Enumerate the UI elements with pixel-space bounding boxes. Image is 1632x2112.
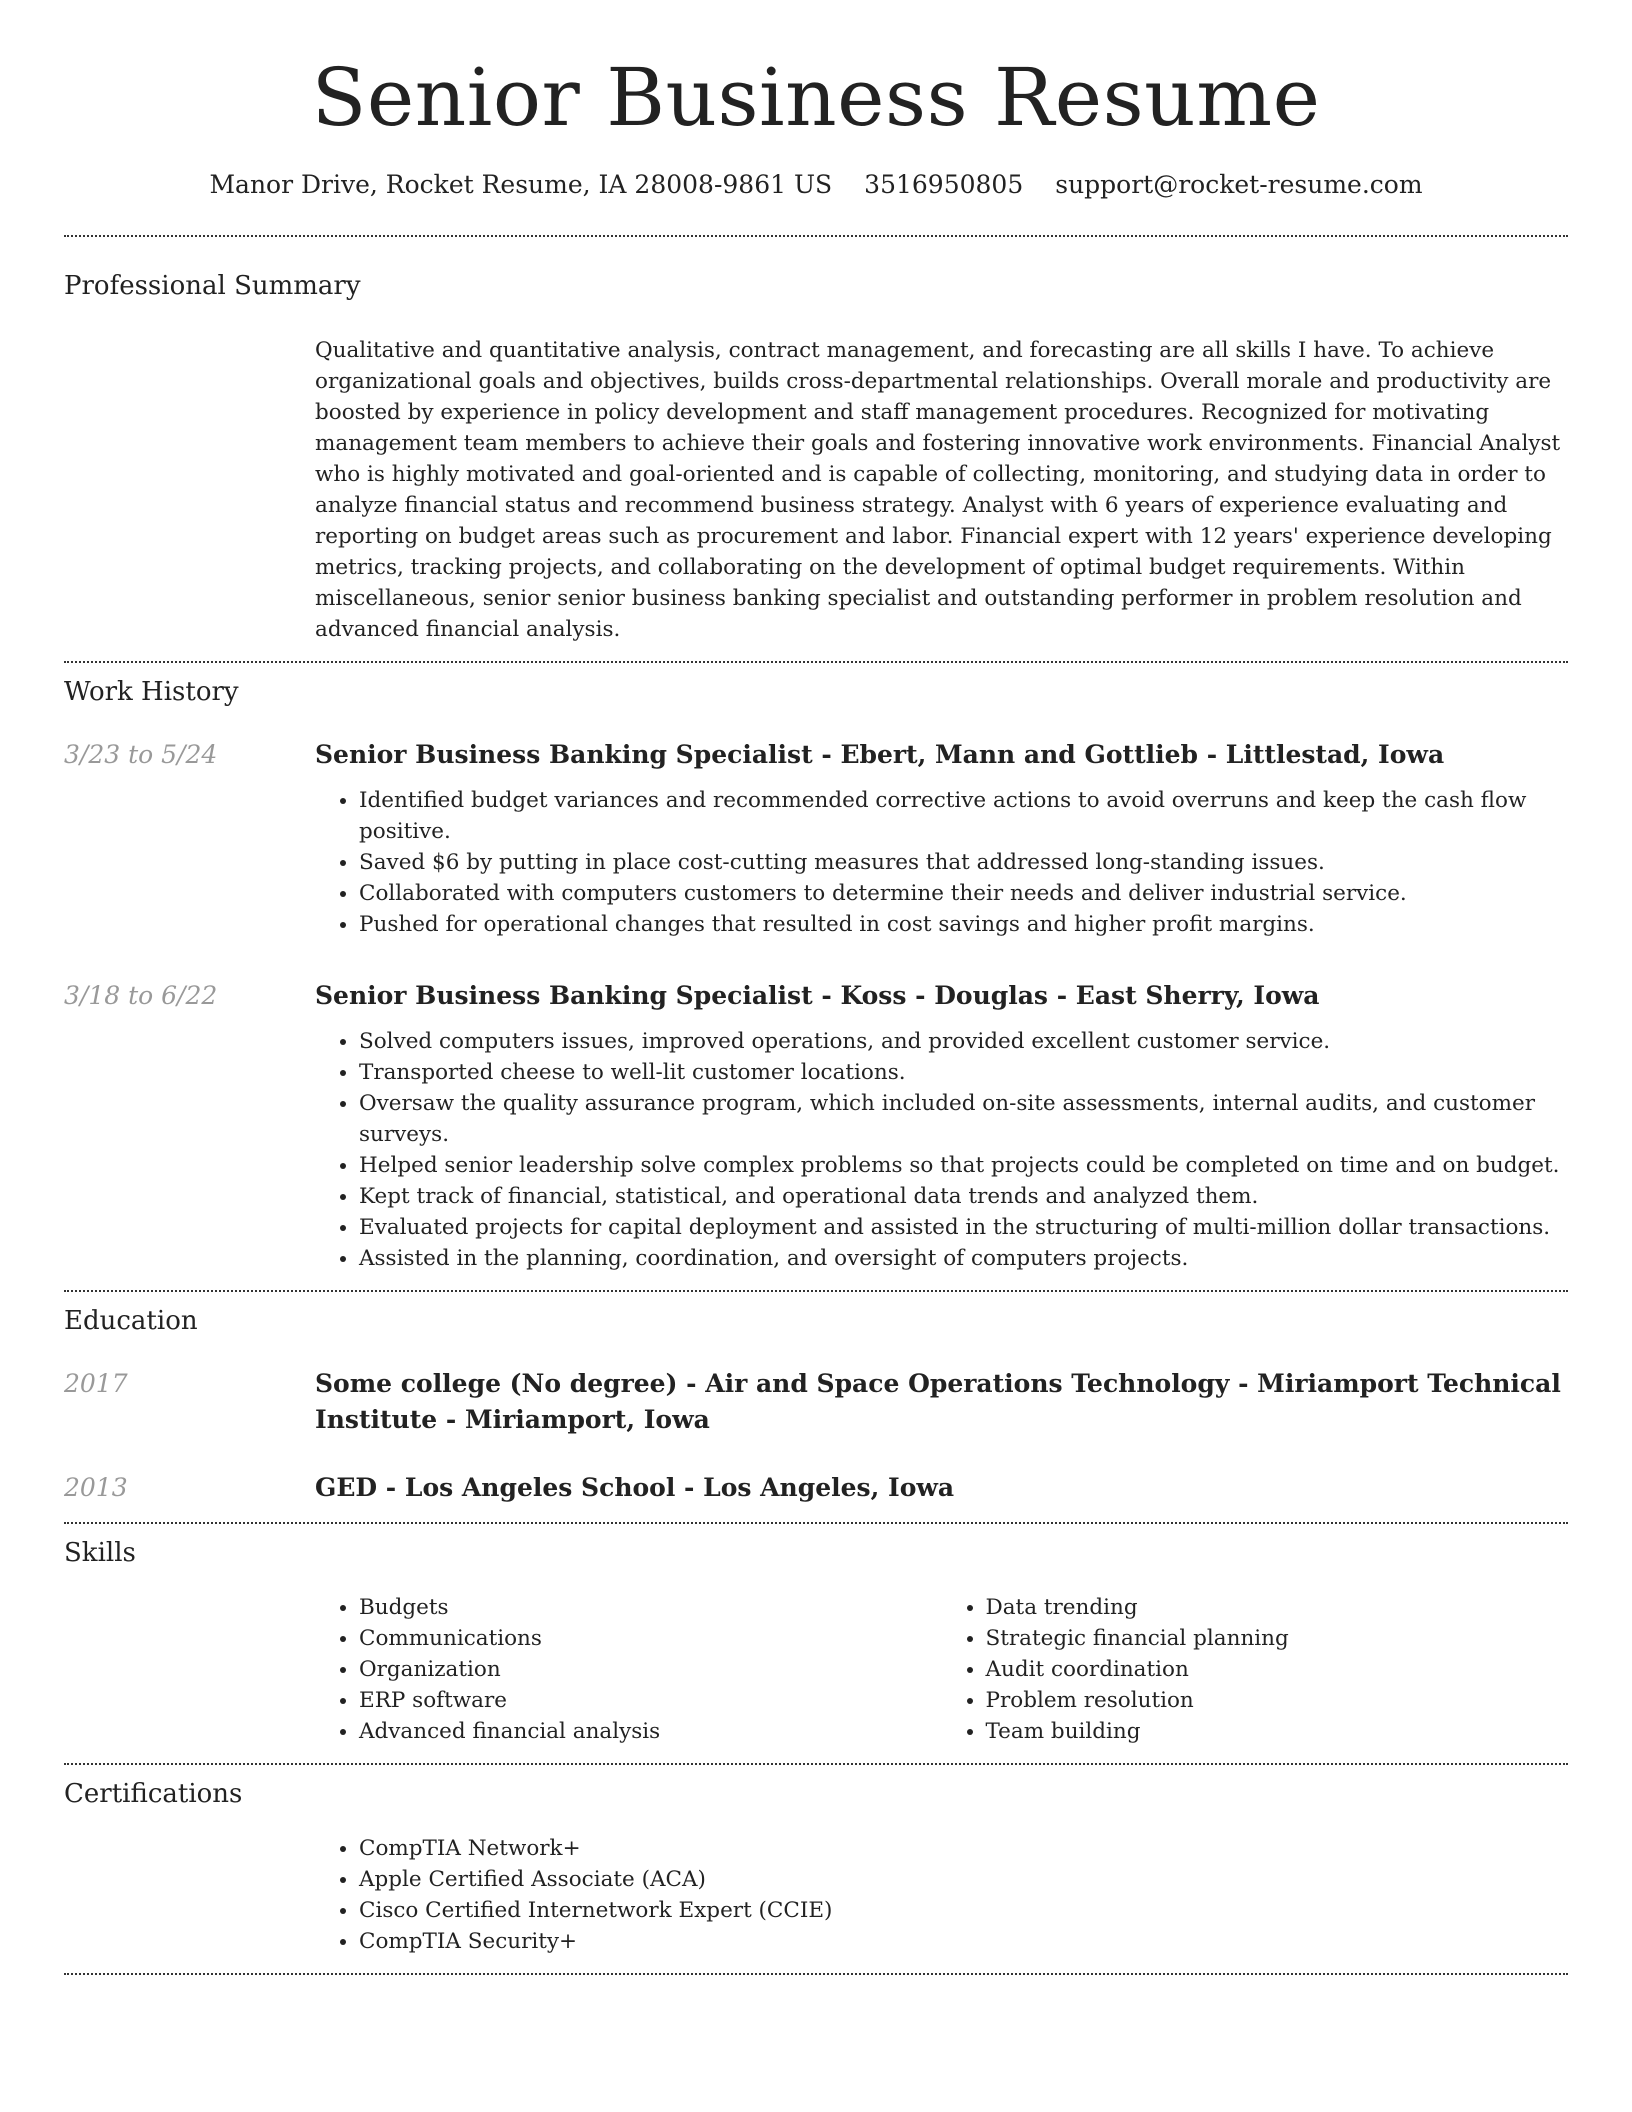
job-entry — [64, 737, 1568, 940]
list-item: • Helped senior leadership solve complex problems so that projects could be completed on time and on budget. — [359, 1150, 1568, 1181]
skills-section — [64, 1524, 1568, 1763]
list-item: • Assisted in the planning, coordination, and oversight of computers projects. — [359, 1243, 1568, 1274]
list-item: • Communications — [359, 1623, 942, 1654]
skills-row — [64, 1568, 1568, 1747]
education-year: 2013 — [64, 1473, 128, 1502]
list-item: • Oversaw the quality assurance program, which included on-site assessments, internal audits, and customer surveys. — [359, 1088, 1568, 1150]
skills-grid — [315, 1568, 1568, 1747]
certifications-list — [315, 1833, 1568, 1957]
list-item: • Audit coordination — [986, 1654, 1569, 1685]
list-item: • ERP software — [359, 1685, 942, 1716]
contact-phone: 3516950805 — [864, 170, 1024, 199]
job-row — [64, 737, 1568, 940]
contact-address: Manor Drive, Rocket Resume, IA 28008-9861 US — [209, 170, 833, 199]
job-bullets — [315, 785, 1568, 940]
section-divider — [64, 1973, 1568, 1975]
contact-email: support@rocket-resume.com — [1055, 170, 1423, 199]
education-year: 2017 — [64, 1369, 128, 1398]
list-item: • Transported cheese to well-lit customer locations. — [359, 1057, 1568, 1088]
education-row — [64, 1366, 1568, 1438]
list-item: • Cisco Certified Internetwork Expert (CCIE) — [359, 1895, 1568, 1926]
job-body — [315, 737, 1568, 940]
work-history-section — [64, 663, 1568, 1290]
contact-line — [64, 170, 1568, 199]
job-entry — [64, 978, 1568, 1274]
list-item: • Kept track of financial, statistical, and operational data trends and analyzed them. — [359, 1181, 1568, 1212]
list-item: • Strategic financial planning — [986, 1623, 1569, 1654]
certifications-body — [315, 1809, 1568, 1957]
education-entry — [64, 1366, 1568, 1438]
job-row — [64, 978, 1568, 1274]
list-item: • Apple Certified Associate (ACA) — [359, 1864, 1568, 1895]
job-bullets — [315, 1026, 1568, 1274]
list-item: • Solved computers issues, improved operations, and provided excellent customer service. — [359, 1026, 1568, 1057]
education-heading: Some college (No degree) - Air and Space Operations Technology - Miriamport Technical Institute - Miriamport, Iowa — [315, 1369, 1561, 1434]
section-title-work: Work History — [64, 677, 239, 707]
education-heading: GED - Los Angeles School - Los Angeles, Iowa — [315, 1473, 955, 1502]
job-heading: Senior Business Banking Specialist - Koss - Douglas - East Sherry, Iowa — [315, 981, 1320, 1010]
list-item: • Budgets — [359, 1592, 942, 1623]
summary-text: Qualitative and quantitative analysis, contract management, and forecasting are all skills I have. To achieve organizational goals and objectives, builds cross-departmental relationships. Overall morale and productivity are boosted by experience in policy development and staff management procedures. Recognized for motivating management team members to achieve their goals and fostering innovative work environments. Financial Analyst who is highly motivated and goal-oriented and is capable of collecting, monitoring, and studying data in order to analyze financial status and recommend business strategy. Analyst with 6 years of experience evaluating and reporting on budget areas such as procurement and labor. Financial expert with 12 years' experience developing metrics, tracking projects, and collaborating on the development of optimal budget requirements. Within miscellaneous, senior senior business banking specialist and outstanding performer in problem resolution and advanced financial analysis. — [315, 338, 1561, 642]
certifications-section — [64, 1765, 1568, 1973]
list-item: • Evaluated projects for capital deployment and assisted in the structuring of multi-million dollar transactions. — [359, 1212, 1568, 1243]
section-title-skills: Skills — [64, 1538, 136, 1568]
education-entry — [64, 1470, 1568, 1506]
job-heading: Senior Business Banking Specialist - Ebert, Mann and Gottlieb - Littlestad, Iowa — [315, 740, 1445, 769]
skills-list-right — [942, 1592, 1569, 1747]
summary-row — [64, 301, 1568, 645]
list-item: • Pushed for operational changes that resulted in cost savings and higher profit margins. — [359, 909, 1568, 940]
section-title-education: Education — [64, 1306, 198, 1336]
list-item: • Team building — [986, 1716, 1569, 1747]
summary-section — [64, 237, 1568, 661]
job-dates: 3/23 to 5/24 — [64, 740, 218, 769]
resume-name: Senior Business Resume — [311, 51, 1321, 144]
education-body — [315, 1366, 1568, 1438]
list-item: • Identified budget variances and recommended corrective actions to avoid overruns and keep the cash flow positive. — [359, 785, 1568, 847]
section-title-summary: Professional Summary — [64, 271, 361, 301]
section-title-certifications: Certifications — [64, 1779, 243, 1809]
list-item: • Saved $6 by putting in place cost-cutting measures that addressed long-standing issues. — [359, 847, 1568, 878]
education-body — [315, 1470, 1568, 1506]
certifications-row — [64, 1809, 1568, 1957]
job-body — [315, 978, 1568, 1274]
education-section — [64, 1292, 1568, 1522]
list-item: • Data trending — [986, 1592, 1569, 1623]
education-row — [64, 1470, 1568, 1506]
list-item: • CompTIA Network+ — [359, 1833, 1568, 1864]
list-item: • Collaborated with computers customers to determine their needs and deliver industrial service. — [359, 878, 1568, 909]
job-dates: 3/18 to 6/22 — [64, 981, 218, 1010]
resume-header — [64, 0, 1568, 199]
list-item: • Advanced financial analysis — [359, 1716, 942, 1747]
list-item: • CompTIA Security+ — [359, 1926, 1568, 1957]
skills-list-left — [315, 1592, 942, 1747]
summary-body — [315, 301, 1568, 645]
list-item: • Problem resolution — [986, 1685, 1569, 1716]
list-item: • Organization — [359, 1654, 942, 1685]
